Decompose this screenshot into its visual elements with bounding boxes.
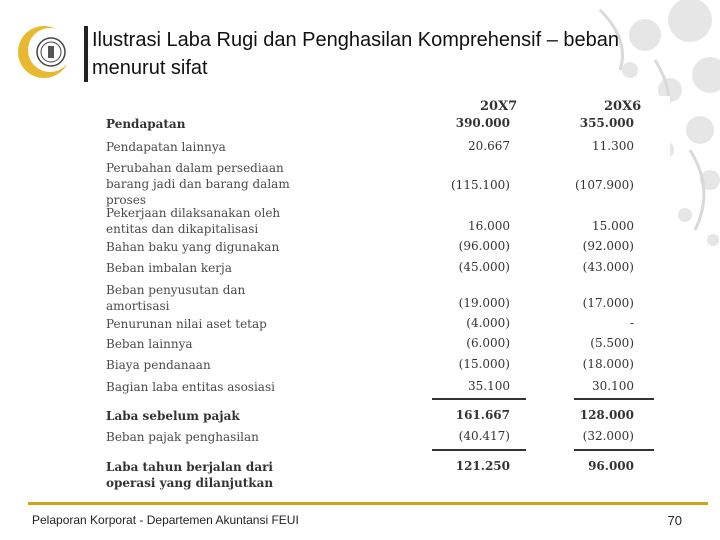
slide-title: Ilustrasi Laba Rugi dan Penghasilan Komprehensif – beban menurut sifat	[92, 29, 620, 79]
row-value-20x7: (15.000)	[458, 357, 510, 371]
row-label-beban-penyusutan: Beban penyusutan dan amortisasi	[106, 283, 246, 313]
row-value-20x7: 16.000	[468, 219, 510, 233]
row-value-20x6: (18.000)	[582, 357, 634, 371]
row-value-20x6: (92.000)	[582, 239, 634, 253]
row-value-20x6: 96.000	[588, 459, 634, 473]
row-label-beban-imbalan-kerja: Beban imbalan kerja	[106, 261, 232, 275]
row-label-pendapatan-lainnya: Pendapatan lainnya	[106, 140, 226, 154]
row-value-20x6: -	[629, 316, 634, 330]
row-value-20x6: (107.900)	[575, 178, 634, 192]
row-value-20x7: (4.000)	[466, 316, 510, 330]
row-value-20x7: (115.100)	[451, 178, 510, 192]
row-value-20x7: (96.000)	[458, 239, 510, 253]
row-value-20x7: (45.000)	[458, 260, 510, 274]
row-value-20x7: 20.667	[468, 139, 510, 153]
row-value-20x7: (40.417)	[458, 429, 510, 443]
row-label-penurunan-nilai-aset: Penurunan nilai aset tetap	[106, 317, 267, 331]
row-value-20x7: 121.250	[455, 459, 510, 473]
row-value-20x7: 161.667	[455, 408, 510, 422]
total-rule	[574, 449, 654, 451]
row-value-20x7: 390.000	[455, 116, 510, 130]
page-number: 70	[667, 513, 682, 528]
row-label-laba-sebelum-pajak: Laba sebelum pajak	[106, 409, 240, 423]
row-value-20x6: 355.000	[579, 116, 634, 130]
row-value-20x6: (32.000)	[582, 429, 634, 443]
row-value-20x6: (5.500)	[590, 336, 634, 350]
footer-divider	[28, 502, 708, 505]
row-value-20x6: 30.100	[592, 379, 634, 393]
university-logo	[14, 22, 74, 82]
row-label-bagian-laba-asosiasi: Bagian laba entitas asosiasi	[106, 380, 275, 394]
row-label-beban-pajak: Beban pajak penghasilan	[106, 430, 259, 444]
row-value-20x6: (17.000)	[582, 296, 634, 310]
footer-text: Pelaporan Korporat - Departemen Akuntansi FEUI	[32, 513, 299, 527]
income-statement-table	[100, 96, 670, 496]
row-label-biaya-pendanaan: Biaya pendanaan	[106, 358, 211, 372]
total-rule	[432, 449, 526, 451]
row-label-beban-lainnya: Beban lainnya	[106, 337, 193, 351]
row-label-pekerjaan-dikapitalisasi: Pekerjaan dilaksanakan oleh entitas dan dikapitalisasi	[106, 206, 281, 236]
subtotal-rule	[432, 398, 526, 400]
row-value-20x6: 15.000	[592, 219, 634, 233]
row-value-20x7: (19.000)	[458, 296, 510, 310]
row-label-perubahan-persediaan: Perubahan dalam persediaan barang jadi dan barang dalam proses	[106, 161, 290, 207]
row-value-20x7: (6.000)	[466, 336, 510, 350]
column-header-20x6: 20X6	[604, 99, 642, 114]
subtotal-rule	[574, 398, 654, 400]
row-value-20x7: 35.100	[468, 379, 510, 393]
row-label-bahan-baku: Bahan baku yang digunakan	[106, 240, 280, 254]
row-value-20x6: 11.300	[592, 139, 634, 153]
row-value-20x6: (43.000)	[582, 260, 634, 274]
row-label-pendapatan: Pendapatan	[106, 117, 186, 131]
title-accent-bar	[84, 26, 88, 82]
row-value-20x6: 128.000	[579, 408, 634, 422]
row-label-laba-tahun-berjalan: Laba tahun berjalan dari operasi yang dilanjutkan	[106, 460, 274, 490]
column-header-20x7: 20X7	[480, 99, 518, 114]
